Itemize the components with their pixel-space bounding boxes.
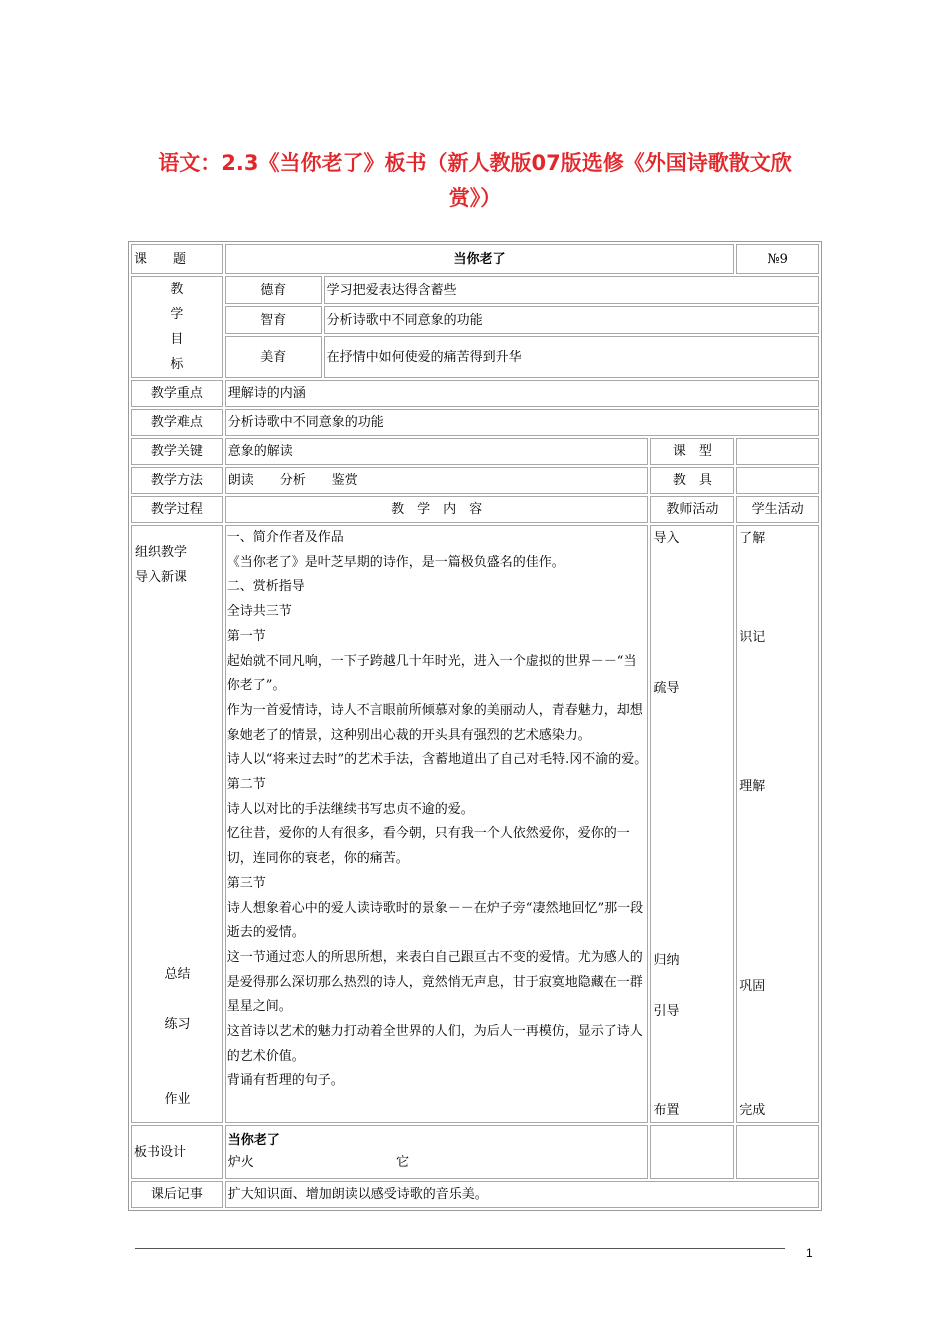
board-left: 炉火 bbox=[227, 1155, 254, 1170]
document-title bbox=[140, 146, 810, 216]
content-line: 这首诗以艺术的魅力打动着全世界的人们，为后人一再模仿，显示了诗人的艺术价值。 bbox=[226, 1024, 643, 1064]
goals-label-char: 学 bbox=[170, 307, 184, 322]
summary-label: 总结 bbox=[164, 967, 191, 982]
student-act: 识记 bbox=[739, 630, 766, 645]
crux-row bbox=[131, 438, 819, 465]
teacher-act: 导入 bbox=[653, 531, 680, 546]
difficulty-label: 教学难点 bbox=[131, 409, 223, 436]
goal-label: 美育 bbox=[225, 336, 322, 378]
student-act: 了解 bbox=[739, 531, 766, 546]
key-value: 理解诗的内涵 bbox=[225, 380, 819, 407]
board-label: 板书设计 bbox=[131, 1125, 223, 1179]
after-class-value: 扩大知识面、增加朗读以感受诗歌的音乐美。 bbox=[225, 1181, 819, 1208]
teacher-act: 疏导 bbox=[653, 681, 680, 696]
content-line: 这一节通过恋人的所思所想，来表白自己跟亘古不变的爱情。尤为感人的是爱得那么深切那么热烈的诗人，竟然悄无声息，甘于寂寞地隐藏在一群星星之间。 bbox=[226, 949, 643, 1015]
board-design bbox=[225, 1125, 649, 1179]
content-line: 背诵有哲理的句子。 bbox=[226, 1073, 344, 1089]
process-header-row bbox=[131, 496, 819, 523]
board-student-empty bbox=[736, 1125, 819, 1179]
after-class-label: 课后记事 bbox=[131, 1181, 223, 1208]
goal-value: 分析诗歌中不同意象的功能 bbox=[324, 306, 819, 334]
method-value: 朗读 分析 鉴赏 bbox=[225, 467, 649, 494]
topic-label: 课 题 bbox=[131, 244, 223, 274]
content-line: 第三节 bbox=[226, 875, 266, 891]
goal-row-moral bbox=[131, 276, 819, 304]
homework-label: 作业 bbox=[164, 1092, 191, 1107]
process-label: 教学过程 bbox=[131, 496, 223, 523]
difficulty-value: 分析诗歌中不同意象的功能 bbox=[225, 409, 819, 436]
student-header: 学生活动 bbox=[736, 496, 819, 523]
difficulty-row bbox=[131, 409, 819, 436]
goal-row-intellect bbox=[131, 306, 819, 334]
content-line: 作为一首爱情诗，诗人不言眼前所倾慕对象的美丽动人，青春魅力，却想象她老了的情景，这种别出心裁的开头具有强烈的艺术感染力。 bbox=[226, 702, 643, 743]
teacher-header: 教师活动 bbox=[650, 496, 734, 523]
organize-teaching: 组织教学 bbox=[135, 545, 188, 560]
method-label: 教学方法 bbox=[131, 467, 223, 494]
lesson-plan-table bbox=[128, 241, 822, 1211]
lesson-number: №9 bbox=[736, 244, 819, 274]
teacher-act: 引导 bbox=[653, 1004, 680, 1019]
content-line: 诗人以对比的手法继续书写忠贞不逾的爱。 bbox=[226, 801, 474, 817]
key-label: 教学重点 bbox=[131, 380, 223, 407]
title-line-2: 赏》） bbox=[448, 186, 502, 210]
title-line-1: 语文：2.3《当你老了》板书（新人教版07版选修《外国诗歌散文欣 bbox=[158, 151, 792, 175]
tools-value bbox=[736, 467, 819, 494]
goals-label-char: 标 bbox=[170, 357, 184, 372]
content-line: 二、赏析指导 bbox=[226, 579, 305, 595]
goal-row-aesthetic bbox=[131, 336, 819, 378]
board-teacher-empty bbox=[650, 1125, 734, 1179]
goals-label-char: 教 bbox=[170, 282, 184, 297]
content-line: 忆往昔，爱你的人有很多，看今朝，只有我一个人依然爱你，爱你的一切，连同你的衰老，你的痛苦。 bbox=[226, 826, 630, 867]
board-right: 它 bbox=[395, 1155, 409, 1170]
process-row bbox=[131, 525, 819, 1123]
after-class-row bbox=[131, 1181, 819, 1208]
board-line bbox=[228, 1152, 646, 1174]
introduce-lesson: 导入新课 bbox=[135, 570, 188, 585]
content-line: 诗人想象着心中的爱人读诗歌时的景象－－在炉子旁“凄然地回忆”那一段逝去的爱情。 bbox=[226, 900, 644, 941]
type-label: 课 型 bbox=[650, 438, 734, 465]
student-activities bbox=[736, 525, 819, 1123]
key-row bbox=[131, 380, 819, 407]
topic-value: 当你老了 bbox=[225, 244, 734, 274]
board-title: 当你老了 bbox=[227, 1133, 280, 1148]
student-act: 巩固 bbox=[739, 979, 766, 994]
tools-label: 教 具 bbox=[650, 467, 734, 494]
board-row bbox=[131, 1125, 819, 1179]
footer-divider bbox=[135, 1248, 785, 1249]
goal-label: 德育 bbox=[225, 276, 322, 304]
goal-value: 在抒情中如何使爱的痛苦得到升华 bbox=[324, 336, 819, 378]
content-header: 教 学 内 容 bbox=[225, 496, 649, 523]
content-line: 《当你老了》是叶芝早期的诗作，是一篇极负盛名的佳作。 bbox=[226, 554, 565, 570]
method-row bbox=[131, 467, 819, 494]
process-left-top bbox=[135, 540, 187, 590]
process-content bbox=[225, 525, 649, 1123]
content-line: 起始就不同凡响，一下子跨越几十年时光，进入一个虚拟的世界－－“当你老了”。 bbox=[226, 653, 637, 694]
goal-value: 学习把爱表达得含蓄些 bbox=[324, 276, 819, 304]
goals-label-char: 目 bbox=[170, 332, 184, 347]
process-left-column bbox=[131, 525, 223, 1123]
teacher-act: 归纳 bbox=[653, 953, 680, 968]
content-line: 一、简介作者及作品 bbox=[226, 530, 344, 545]
type-value bbox=[736, 438, 819, 465]
content-line: 第二节 bbox=[226, 777, 266, 793]
goal-label: 智育 bbox=[225, 306, 322, 334]
student-act: 完成 bbox=[739, 1103, 766, 1118]
teacher-act: 布置 bbox=[653, 1103, 680, 1118]
content-line: 全诗共三节 bbox=[226, 604, 292, 620]
teacher-activities bbox=[650, 525, 734, 1123]
student-act: 理解 bbox=[739, 779, 766, 794]
crux-label: 教学关键 bbox=[131, 438, 223, 465]
crux-value: 意象的解读 bbox=[225, 438, 649, 465]
goals-label bbox=[131, 276, 223, 378]
topic-row bbox=[131, 244, 819, 274]
content-line: 诗人以“将来过去时”的艺术手法，含蓄地道出了自己对毛特.冈不渝的爱。 bbox=[226, 752, 648, 768]
practice-label: 练习 bbox=[164, 1017, 191, 1032]
content-line: 第一节 bbox=[226, 628, 266, 644]
page-number: 1 bbox=[806, 1246, 813, 1260]
